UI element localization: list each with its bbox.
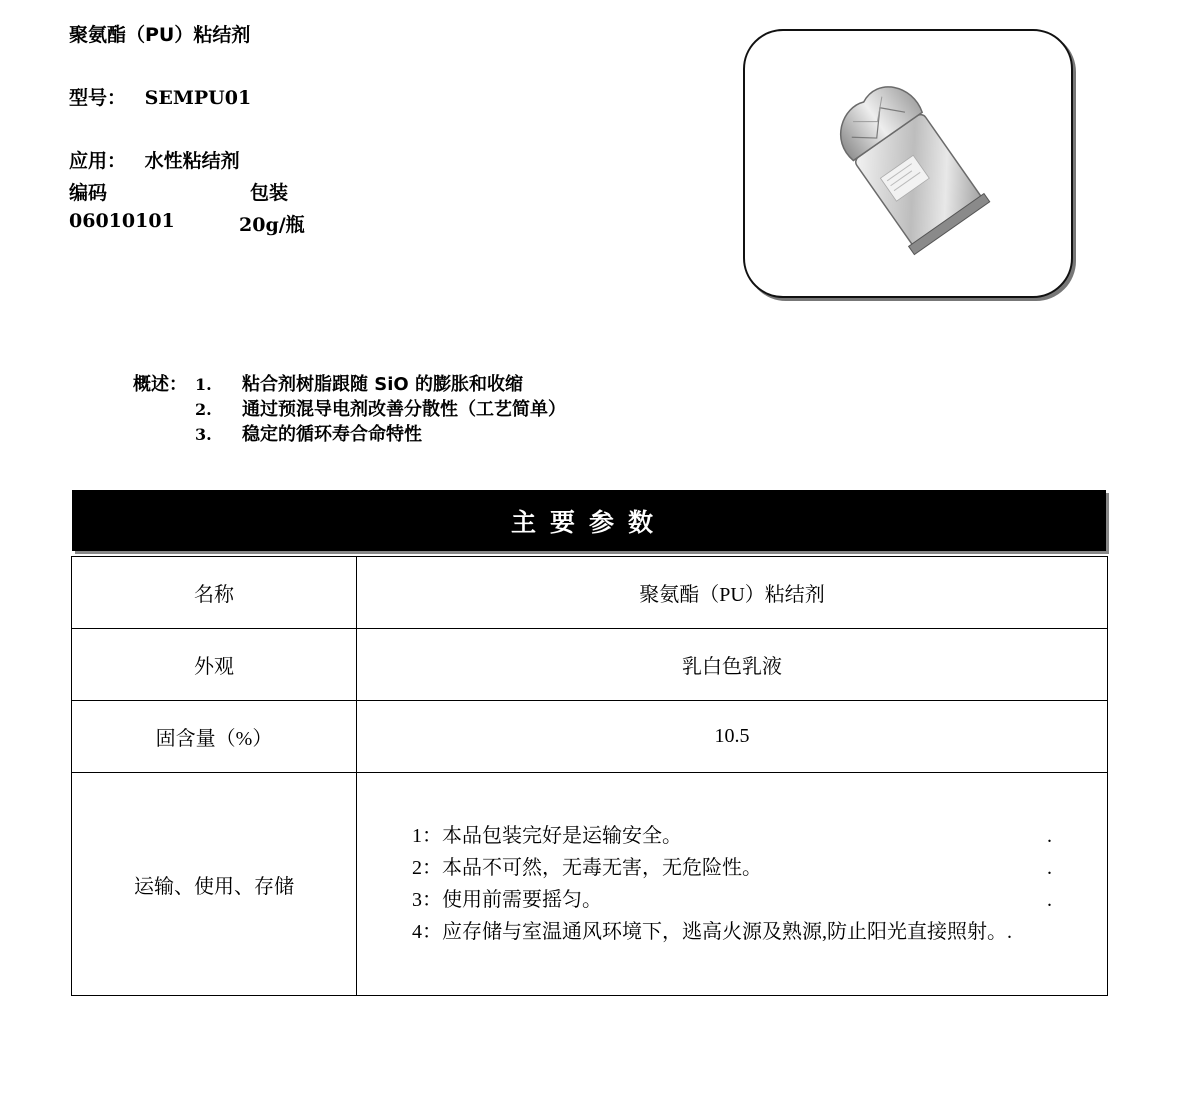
product-title: 聚氨酯（PU）粘结剂 [69,24,251,46]
model-label: 型号： [69,87,127,109]
params-banner: 主要参数 [72,490,1106,551]
storage-notes [412,820,1052,948]
overview-item [133,372,566,397]
param-value-cell: 乳白色乳液 [357,629,1108,701]
product-pouch-image [745,31,1071,296]
note-dot: . [1047,825,1052,847]
overview-label: 概述： [133,374,187,395]
params-table [71,556,1108,996]
param-value-cell: 10.5 [357,701,1108,773]
note-line [412,884,1052,916]
application-value: 水性粘结剂 [144,150,240,172]
table-row [72,701,1108,773]
code-value: 06010101 [69,210,175,232]
overview-item-number: 2. [195,400,212,419]
package-value: 20g/瓶 [239,214,305,236]
overview-item-text: 粘合剂树脂跟随 SiO 的膨胀和收缩 [242,374,523,395]
param-name-cell: 运输、使用、存储 [72,773,357,996]
product-photo-frame [743,29,1073,298]
note-text: 4：应存储与室温通风环境下，逃高火源及熟源,防止阳光直接照射。. [412,921,1012,943]
model-row [69,83,251,110]
overview-item-text: 稳定的循环寿合命特性 [242,424,422,445]
param-name-cell: 外观 [72,629,357,701]
application-label: 应用： [69,150,127,172]
note-text: 1：本品包装完好是运输安全。 [412,825,682,847]
param-name-cell: 固含量（%） [72,701,357,773]
note-text: 3：使用前需要摇匀。 [412,889,602,911]
application-row [69,146,240,173]
package-header: 包装 [250,182,289,204]
code-header: 编码 [69,182,108,204]
table-row [72,629,1108,701]
param-name-cell: 名称 [72,557,357,629]
table-row [72,557,1108,629]
table-row [72,773,1108,996]
overview-item-number: 3. [195,425,212,444]
note-line [412,852,1052,884]
overview-list [133,372,566,447]
model-value: SEMPU01 [144,87,252,109]
note-text: 2：本品不可然，无毒无害，无危险性。 [412,857,762,879]
note-dot: . [1047,889,1052,911]
note-line [412,916,1052,948]
param-value-cell: 聚氨酯（PU）粘结剂 [357,557,1108,629]
note-dot: . [1047,857,1052,879]
note-line [412,820,1052,852]
overview-item [133,422,566,447]
param-notes-cell [357,773,1108,996]
overview-item-number: 1. [195,375,212,394]
overview-item [133,397,566,422]
overview-item-text: 通过预混导电剂改善分散性（工艺简单） [242,399,566,420]
